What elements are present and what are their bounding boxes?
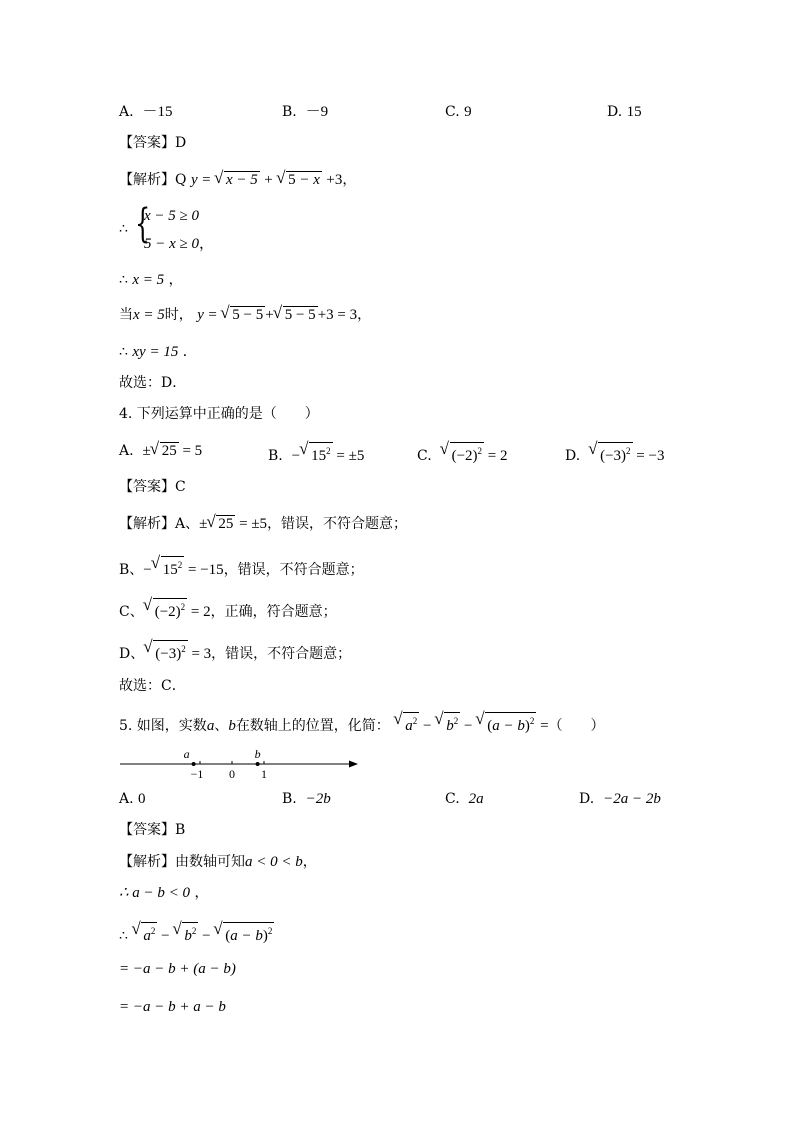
q4-answer: 【答案】C (119, 479, 186, 495)
q5-option-b: B. −2b (282, 791, 331, 807)
q3-option-d: D. 15 (607, 104, 642, 120)
q4-title: 4. 下列运算中正确的是（ ） (119, 406, 319, 422)
q4-analysis-a: 【解析】A、±√ 25 = ±5，错误，不符合题意； (119, 515, 407, 533)
q3-system-line-2: 5 − x ≥ 0， (144, 236, 215, 252)
q5-option-c: C. 2a (445, 791, 484, 807)
point-a (192, 762, 196, 766)
q4-analysis-c: C、√ $(-2)^2 = 2$，正确，符合题意； (119, 598, 337, 621)
q5-analysis: 【解析】由数轴可知a < 0 < b， (119, 854, 317, 870)
q3-system-line-1: x − 5 ≥ 0 (144, 208, 200, 224)
q5-number-line (116, 742, 366, 782)
q4-option-d: D. √ $(-3)^2 = -3$ (565, 442, 664, 465)
q5-answer: 【答案】B (119, 822, 186, 838)
q3-option-c: C. 9 (445, 104, 472, 120)
q4-analysis-b: B、−√ $15^2 = -15$，错误，不符合题意； (119, 556, 364, 579)
q3-x-result: ∴ x = 5 ， (119, 272, 183, 288)
q3-choose: 故选：D． (119, 375, 187, 391)
q4-option-b: B. −√ $15^2 = \pm 5$ (268, 442, 364, 465)
q3-option-a: A. －15 (119, 104, 173, 120)
tick-label-0: 0 (229, 767, 235, 781)
q4-choose: 故选：C． (119, 678, 186, 694)
q5-step-2: ∴ √ $a^2$ − √ $b^2$ − √ $(a - b)^2$ (119, 922, 274, 945)
point-b (256, 762, 260, 766)
q3-when-line: 当x = 5时， y = √ 5 − 5 +√ 5 − 5 +3 = 3， (119, 306, 371, 324)
q4-option-c: C. √ $(-2)^2 = 2$ (417, 442, 508, 465)
q3-answer: 【答案】D (119, 135, 187, 151)
q5-title: 5. 如图，实数a、b在数轴上的位置，化简： √ $a^2$ − √ $b^2$ − √ $(a - b)^2$ =（ ） (119, 712, 605, 735)
q3-xy-result: ∴ xy = 15 ． (119, 344, 197, 360)
q3-option-b: B. －9 (282, 104, 329, 120)
q5-step-4: = −a − b + a − b (119, 999, 226, 1015)
tick-label-1: 1 (261, 767, 267, 781)
q4-option-a: A. ±√ 25 = 5 (119, 442, 202, 460)
q3-analysis-given: 【解析】Q y = √ x − 5 + √ 5 − x +3， (119, 171, 356, 189)
label-a: a (183, 747, 190, 761)
number-line-arrow (349, 761, 358, 768)
document-page: A. －15 B. －9 C. 9 D. 15 【答案】D 【解析】Q y = √ x − 5 + √ 5 − x +3， ∴ { x − 5 ≥ 0 5 − x ≥ 0， ∴ x = 5 ， 当x = 5时， y = √ 5 − 5 +√ 5 − 5 +3 = 3， ∴ xy = 15 ． 故选：D． 4. 下列运算中正确的是（ ） A. ±√ 25 = 5 B. −√ $15^2 = \pm 5$ C. √ $(-2)^2 = 2$ D. √ $(-3)^2 = -3$ 【答案】C 【解析】A、±√ 25 = ±5，错误，不符合题意； B、−√ $15^2 = -15$，错误，不符合题意； C、√ $(-2)^2 = 2$，正确，符合题意； D、√ $(-3)^2 = 3$，错误，不符合题意； 故选：C． 5. 如图，实数a、b在数轴上的位置，化简： √ $a^2$ − √ $b^2$ − √ $(a - b)^2$ =（ ） a b −1 0 1 A. 0 B. −2b C. 2a D. −2a − 2b 【答案】B 【解析】由数轴可知a < 0 < b， ∴ a − b < 0 ， ∴ √ $a^2$ − √ $b^2$ − √ $(a - b)^2$ = −a − b + (a − b) = −a − b + a − b (0, 0, 794, 1123)
q5-step-1: ∴ a − b < 0 ， (119, 885, 209, 901)
q5-step-3: = −a − b + (a − b) (119, 961, 236, 977)
q5-option-a: A. 0 (119, 791, 146, 807)
q4-analysis-d: D、√ $(-3)^2 = 3$，错误，不符合题意； (119, 640, 351, 663)
q5-option-d: D. −2a − 2b (579, 791, 661, 807)
label-b: b (254, 747, 261, 761)
tick-label-minus-1: −1 (190, 767, 204, 781)
